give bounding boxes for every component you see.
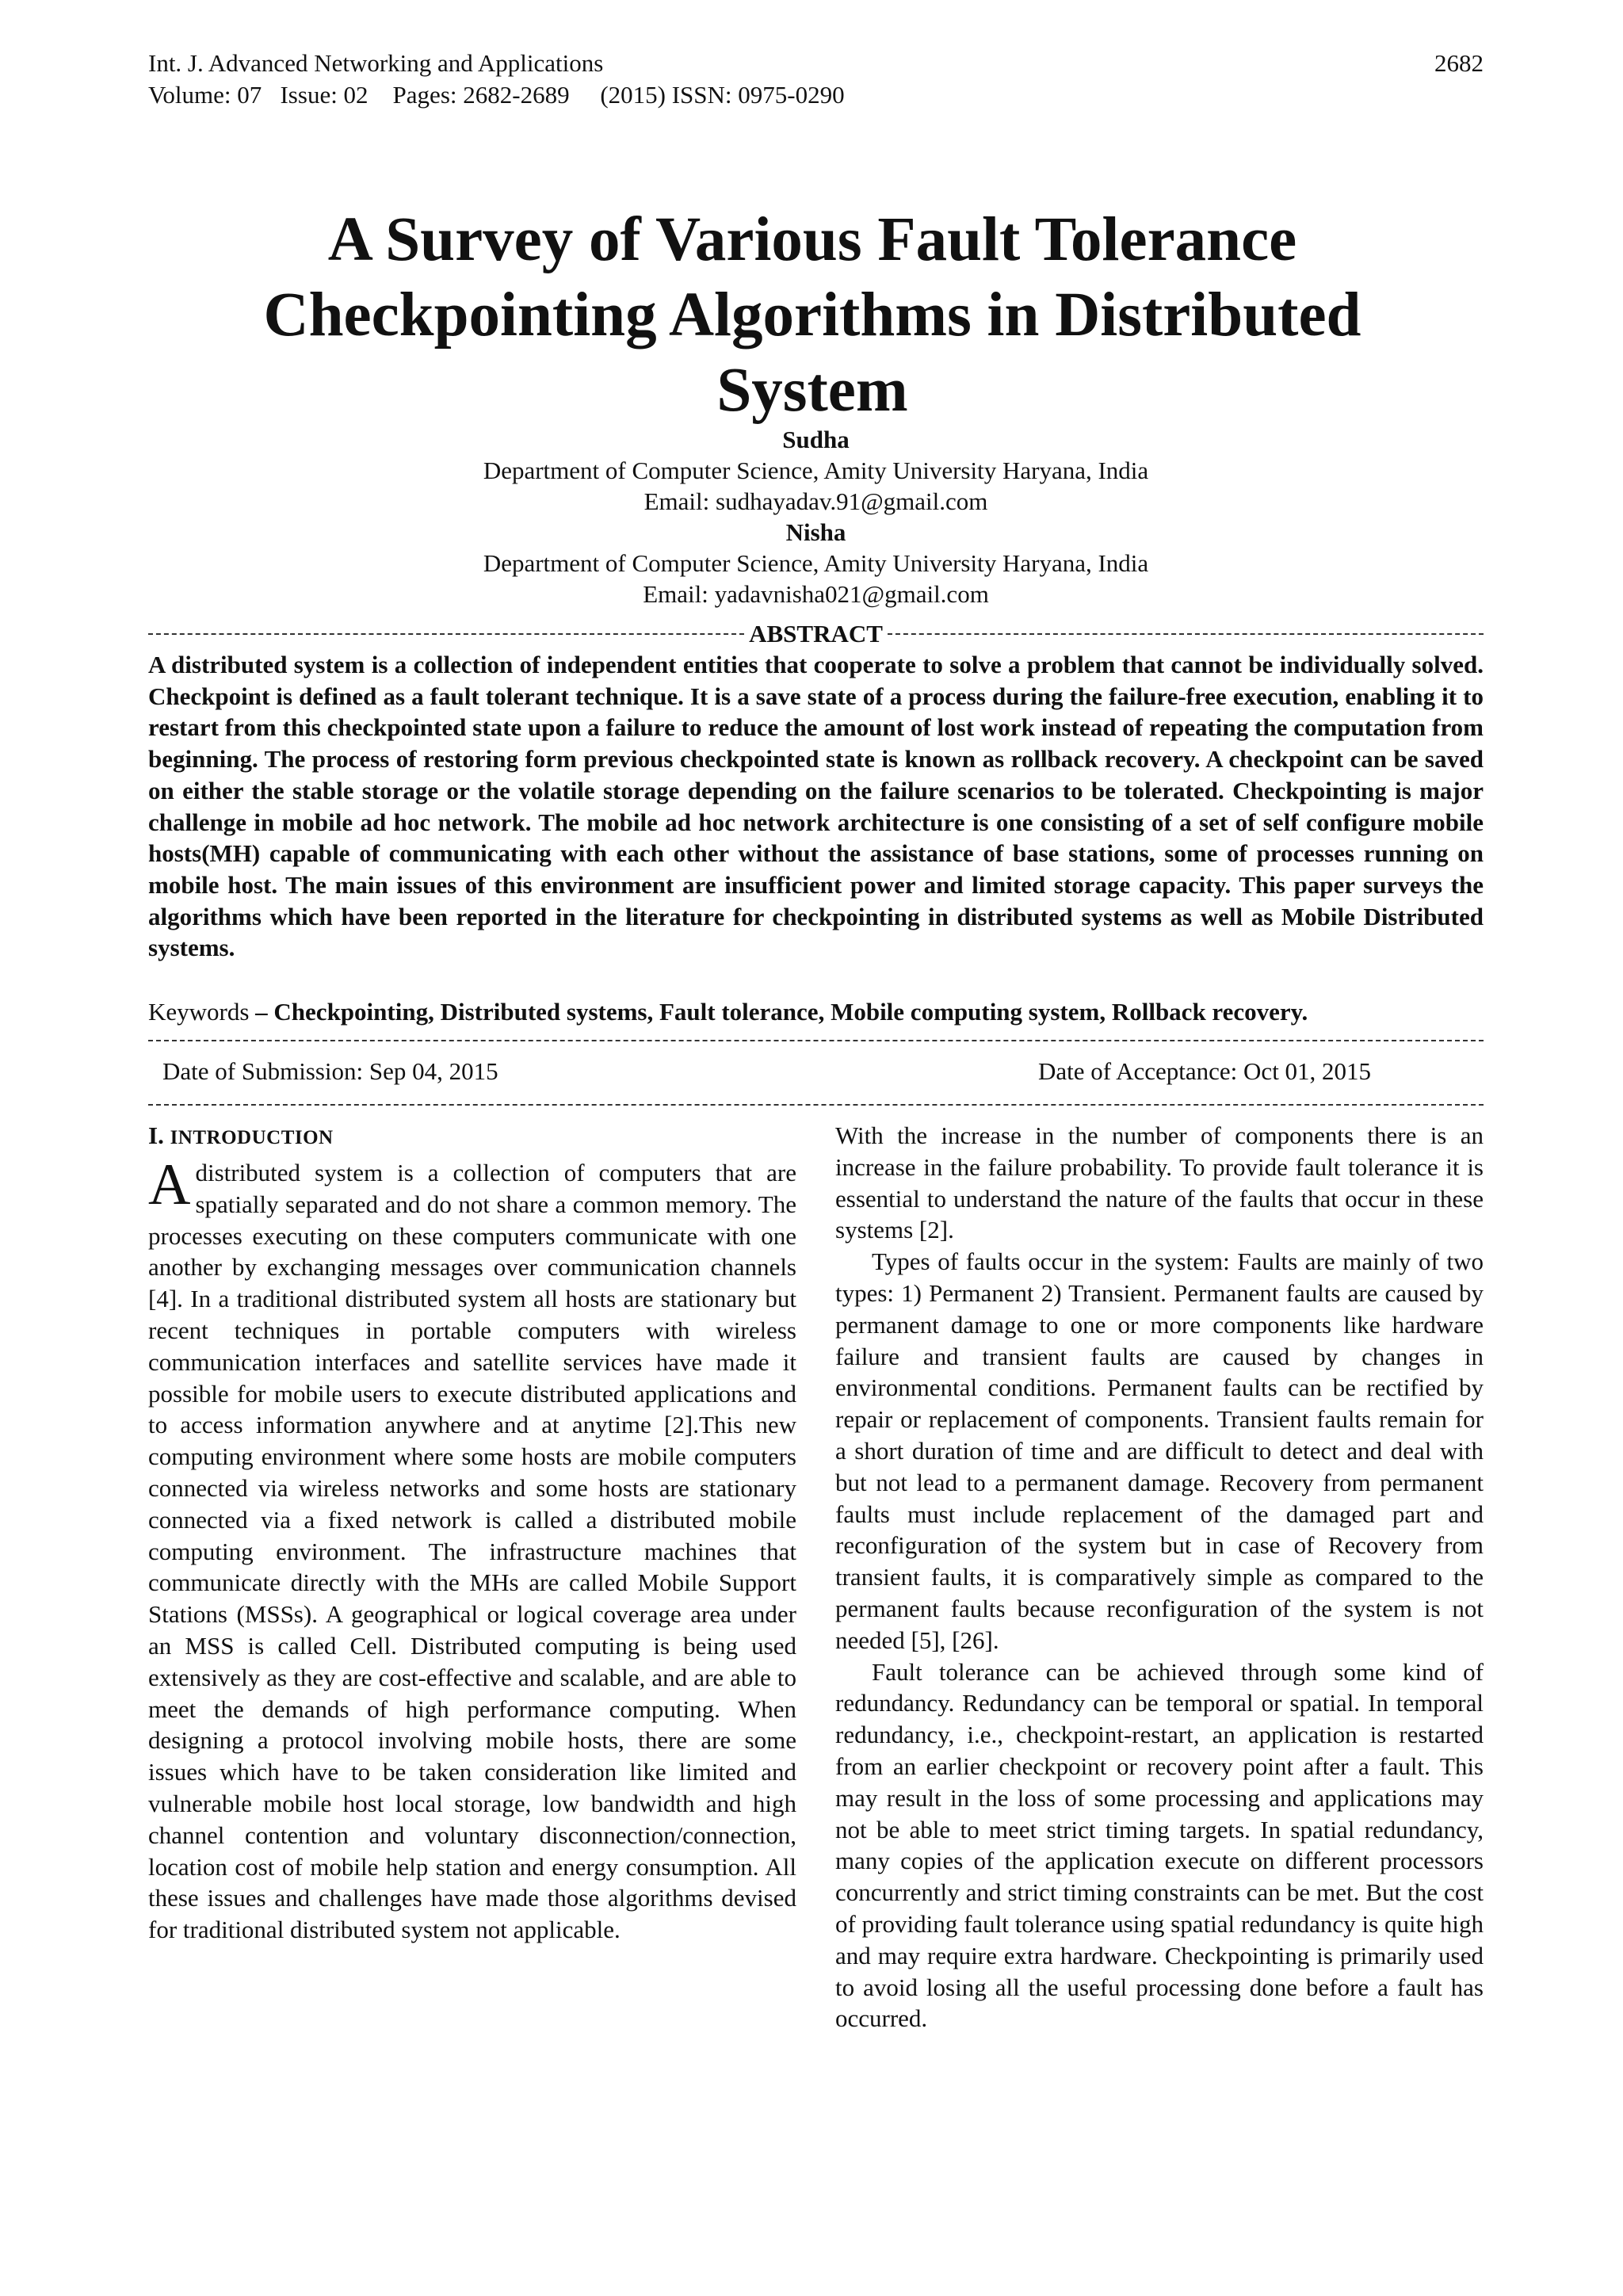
keywords-line [148,996,1484,1028]
author-name: Sudha [782,426,850,453]
section-heading [148,1120,796,1154]
author-name: Nisha [785,518,846,546]
drop-cap: A [148,1152,191,1217]
author-block [148,424,1484,609]
dashed-divider [148,633,744,635]
left-column [148,1120,796,1946]
section-number: I. [148,1121,170,1149]
abstract-heading-row [148,618,1484,650]
author-email: Email: yadavnisha021@gmail.com [643,580,989,608]
intro-paragraph-text: distributed system is a collection of computers that are spatially separated and do not share a common memory. The processes executing on these computers communicate with one another by exchanging messages over communication channels [4]. In a traditional distributed system all hosts are stationary but recent techniques in portable computers with wireless communication interfaces and satellite services have made it possible for mobile users to execute distributed applications and to access information anywhere and at anytime [2].This new computing environment where some hosts are mobile computers connected via wireless networks and some hosts are stationary connected via a fixed network is called a distributed mobile computing environment. The infrastructure machines that communicate directly with the MHs are called Mobile Support Stations (MSSs). A geographical or logical coverage area under an MSS is called Cell. Distributed computing is being used extensively as they are cost-effective and scalable, and are able to meet the demands of high performance computing. When designing a protocol involving mobile hosts, there are some issues which have to be taken consideration like limited and vulnerable mobile host local storage, low bandwidth and high channel contention and voluntary disconnection/connection, location cost of mobile help station and energy consumption. All these issues and challenges have made those algorithms devised for traditional distributed system not applicable. [148,1159,796,1944]
dashed-divider [888,633,1484,635]
section-title: INTRODUCTION [170,1127,334,1148]
right-column [835,1120,1484,2034]
body-paragraph: With the increase in the number of components there is an increase in the failure probability. To provide fault tolerance it is essential to understand the nature of the faults that occur in these systems [2]. [835,1121,1484,1244]
paper-title: A Survey of Various Fault Tolerance Checkpointing Algorithms in Distributed System [263,205,1361,425]
keywords-label: Keywords [148,998,250,1026]
dashed-divider [148,1040,1484,1041]
abstract-text: A distributed system is a collection of independent entities that cooperate to solve a problem that cannot be individually solved. Checkpoint is defined as a fault tolerant technique. It is a save state of a process during the failure-free execution, enabling it to restart from this checkpointed state upon a failure to reduce the amount of lost work instead of repeating the computation from beginning. The process of restoring form previous checkpointed state is known as rollback recovery. A checkpoint can be saved on either the stable storage or the volatile storage depending on the failure scenarios to be tolerated. Checkpointing is major challenge in mobile ad hoc network. The mobile ad hoc network architecture is one consisting of a set of self configure mobile hosts(MH) capable of communicating with each other without the assistance of base stations, some of processes running on mobile host. The main issues of this environment are insufficient power and limited storage capacity. This paper surveys the algorithms which have been reported in the literature for checkpointing in distributed systems as well as Mobile Distributed systems. [148,651,1484,962]
submission-date: Date of Submission: Sep 04, 2015 [162,1057,498,1085]
journal-name: Int. J. Advanced Networking and Applications [148,49,604,77]
running-header [148,48,845,111]
author-email: Email: sudhayadav.91@gmail.com [643,487,988,515]
keywords-list: – Checkpointing, Distributed systems, Fault tolerance, Mobile computing system, Rollback recovery. [255,998,1308,1026]
page-number: 2682 [1434,49,1484,77]
acceptance-date: Date of Acceptance: Oct 01, 2015 [1038,1057,1372,1085]
intro-paragraph [148,1152,796,1946]
dashed-divider [148,1104,1484,1106]
author-affiliation: Department of Computer Science, Amity University Haryana, India [483,457,1149,484]
body-paragraph: Types of faults occur in the system: Faults are mainly of two types: 1) Permanent 2) Transient. Permanent faults are caused by permanent damage to one or more components like hardware failure and transient faults are caused by changes in environmental conditions. Permanent faults can be rectified by repair or replacement of components. Transient faults remain for a short duration of time and are difficult to detect and deal with but not lead to a permanent damage. Recovery from permanent faults must include replacement of the damaged part and reconfiguration of the system but in case of Recovery from transient faults, it is comparatively simple as compared to the permanent faults because reconfiguration of the system is not needed [5], [26]. [835,1247,1484,1654]
body-paragraph: Fault tolerance can be achieved through some kind of redundancy. Redundancy can be temporal or spatial. In temporal redundancy, i.e., checkpoint-restart, an application is restarted from an earlier checkpoint or recovery point after a fault. This may result in the loss of some processing and applications may not be able to meet strict timing targets. In spatial redundancy, many copies of the application execute on different processors concurrently and strict timing constraints can be met. But the cost of providing fault tolerance using spatial redundancy is quite high and may require extra hardware. Checkpointing is primarily used to avoid losing all the useful processing done before a fault has occurred. [835,1657,1484,2033]
abstract-heading: ABSTRACT [749,620,883,648]
journal-volume-line: Volume: 07 Issue: 02 Pages: 2682-2689 (2015) ISSN: 0975-0290 [148,81,845,109]
author-affiliation: Department of Computer Science, Amity University Haryana, India [483,549,1149,577]
